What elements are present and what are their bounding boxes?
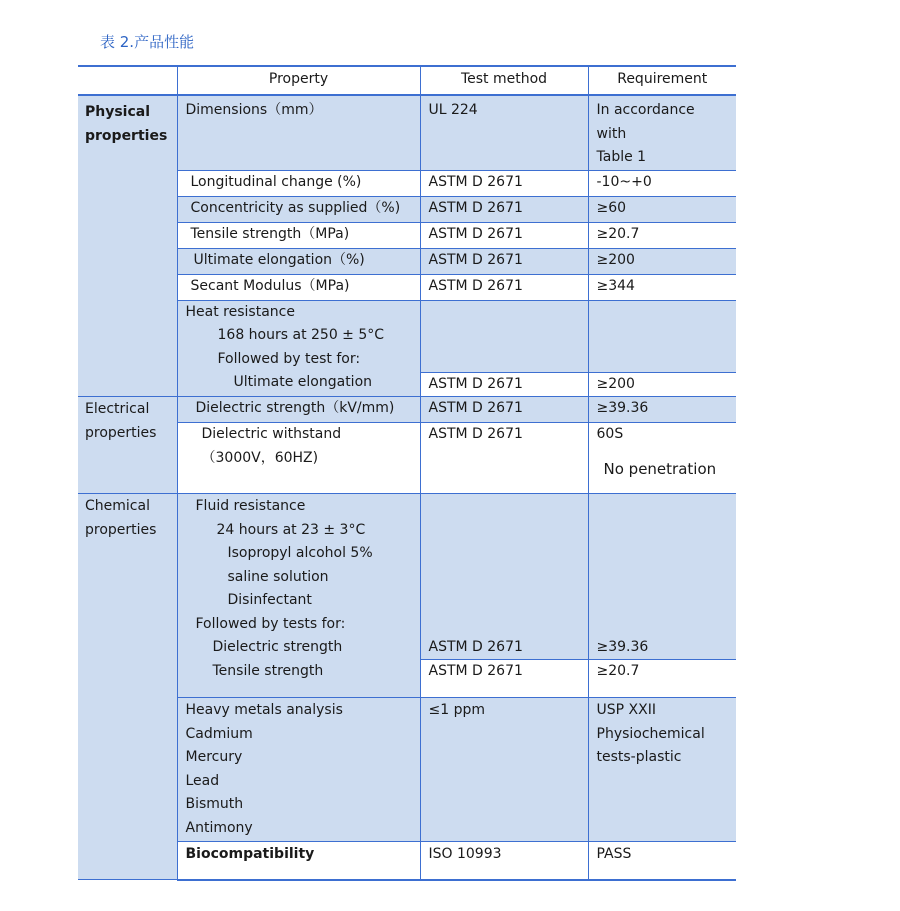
- property-heat-resistance: Heat resistance 168 hours at 250 ± 5°C Followed by test for: Ultimate elongation: [177, 300, 420, 397]
- property-longitudinal-change: Longitudinal change (%): [177, 170, 420, 196]
- table-row: [78, 95, 736, 170]
- method-dielectric-strength: ASTM D 2671: [420, 397, 588, 423]
- table-caption: 表 2.产品性能: [100, 33, 195, 51]
- table-header-row: [78, 66, 736, 95]
- method-dielectric-withstand: ASTM D 2671: [420, 423, 588, 494]
- header-requirement: Requirement: [588, 66, 736, 95]
- method-dimensions: UL 224: [420, 95, 588, 170]
- property-concentricity: Concentricity as supplied（%): [177, 196, 420, 222]
- method-fluid-tensile: ASTM D 2671: [420, 660, 588, 698]
- method-concentricity: ASTM D 2671: [420, 196, 588, 222]
- table-row: [78, 248, 736, 274]
- method-secant-modulus: ASTM D 2671: [420, 274, 588, 300]
- property-ultimate-elongation: Ultimate elongation（%): [177, 248, 420, 274]
- method-biocompatibility: ISO 10993: [420, 842, 588, 880]
- requirement-dielectric-strength: ≥39.36: [588, 397, 736, 423]
- property-biocompatibility: Biocompatibility: [177, 842, 420, 880]
- table-row: [78, 698, 736, 842]
- table-row: [78, 842, 736, 880]
- requirement-concentricity: ≥60: [588, 196, 736, 222]
- category-chemical: Chemical properties: [78, 494, 177, 880]
- requirement-secant-modulus: ≥344: [588, 274, 736, 300]
- requirement-fluid-dielectric: ≥39.36: [588, 494, 736, 660]
- requirement-ultimate-elongation: ≥200: [588, 248, 736, 274]
- requirement-heat-resistance-blank: [588, 300, 736, 372]
- properties-table: [78, 65, 736, 881]
- category-physical: Physical properties: [78, 95, 177, 397]
- requirement-dimensions: In accordance with Table 1: [588, 95, 736, 170]
- table-row: [78, 222, 736, 248]
- property-dimensions: Dimensions（mm）: [177, 95, 420, 170]
- table-row: [78, 300, 736, 372]
- method-heat-resistance: ASTM D 2671: [420, 372, 588, 397]
- method-heavy-metals: ≤1 ppm: [420, 698, 588, 842]
- table-row: [78, 170, 736, 196]
- property-secant-modulus: Secant Modulus（MPa): [177, 274, 420, 300]
- table-row: [78, 397, 736, 423]
- category-electrical: Electrical properties: [78, 397, 177, 494]
- header-category: [78, 66, 177, 95]
- property-dielectric-strength: Dielectric strength（kV/mm): [177, 397, 420, 423]
- requirement-longitudinal-change: -10~+0: [588, 170, 736, 196]
- method-longitudinal-change: ASTM D 2671: [420, 170, 588, 196]
- header-test-method: Test method: [420, 66, 588, 95]
- table-row: [78, 196, 736, 222]
- requirement-biocompatibility: PASS: [588, 842, 736, 880]
- method-tensile-strength: ASTM D 2671: [420, 222, 588, 248]
- table-row: [78, 494, 736, 660]
- property-dielectric-withstand: Dielectric withstand （3000V，60HZ): [177, 423, 420, 494]
- header-property: Property: [177, 66, 420, 95]
- method-ultimate-elongation: ASTM D 2671: [420, 248, 588, 274]
- table-row: [78, 274, 736, 300]
- property-heavy-metals: Heavy metals analysis Cadmium Mercury Lead Bismuth Antimony: [177, 698, 420, 842]
- table-row: [78, 423, 736, 494]
- method-heat-resistance-blank: [420, 300, 588, 372]
- property-fluid-resistance: Fluid resistance 24 hours at 23 ± 3°C Isopropyl alcohol 5% saline solution Disinfectant Followed by tests for: Dielectric strength Tensile strength: [177, 494, 420, 698]
- requirement-tensile-strength: ≥20.7: [588, 222, 736, 248]
- requirement-fluid-tensile: ≥20.7: [588, 660, 736, 698]
- property-tensile-strength: Tensile strength（MPa): [177, 222, 420, 248]
- requirement-heavy-metals: USP XXII Physiochemical tests-plastic: [588, 698, 736, 842]
- requirement-heat-resistance: ≥200: [588, 372, 736, 397]
- requirement-dielectric-withstand: 60S No penetration: [588, 423, 736, 494]
- method-fluid-dielectric: ASTM D 2671: [420, 494, 588, 660]
